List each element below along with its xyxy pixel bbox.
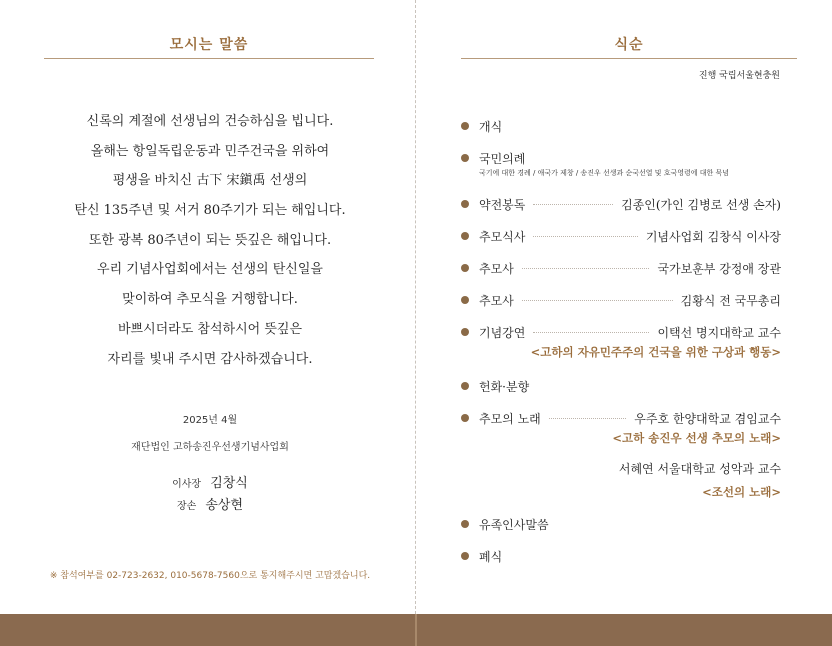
letter-date: 2025년 4월 [182, 415, 238, 426]
item-label: 추모의 노래 [479, 411, 541, 426]
item-label: 기념강연 [479, 325, 526, 340]
item-label: 추모사 [479, 293, 514, 308]
letter-line: 맞이하여 추모식을 거행합니다. [122, 292, 298, 308]
item-label: 헌화·분향 [479, 379, 530, 394]
bullet-icon [461, 328, 469, 336]
invitation-page [0, 0, 415, 614]
program-page [417, 0, 832, 614]
item-person: 이택선 명지대학교 교수 [657, 325, 781, 340]
item-label: 약전봉독 [479, 197, 526, 212]
item-label: 국민의례 [479, 151, 526, 166]
title-divider [44, 58, 374, 59]
bullet-icon [461, 232, 469, 240]
letter-line: 자리를 빛내 주시면 감사하겠습니다. [107, 351, 313, 367]
letter-line: 바쁘시더라도 참석하시어 뜻깊은 [117, 321, 303, 337]
signer-grandson [40, 494, 380, 513]
bullet-icon [461, 154, 469, 162]
bullet-icon [461, 264, 469, 272]
letter-line: 신록의 계절에 선생님의 건승하심을 빕니다. [86, 114, 334, 129]
item-label: 추모사 [479, 261, 514, 276]
invitation-title: 모시는 말씀 [169, 37, 249, 53]
item-person: 기념사업회 김창식 이사장 [645, 229, 781, 244]
bullet-icon [461, 296, 469, 304]
rsvp-note: ※ 참석여부를 02-723-2632, 010-5678-7560으로 통지해주시면 고맙겠습니다. [49, 571, 371, 581]
lecture-title: <고하의 자유민주주의 건국을 위한 구상과 행동> [530, 345, 781, 359]
item-person: 김종인(가인 김병로 선생 손자) [621, 197, 781, 212]
title-divider [461, 58, 797, 59]
fold-line [415, 0, 416, 614]
bullet-icon [461, 382, 469, 390]
song-title: <고하 송진우 선생 추모의 노래> [612, 431, 781, 445]
item-person: 우주호 한양대학교 겸임교수 [634, 411, 781, 426]
letter-line: 또한 광복 80주년이 되는 뜻깊은 해입니다. [88, 232, 332, 248]
dotted-leader [533, 332, 649, 333]
signer-chairman [40, 472, 380, 491]
signer-role: 이사장 [172, 479, 202, 490]
song-title: <조선의 노래> [702, 485, 781, 499]
signer-role: 장손 [176, 501, 197, 512]
item-label: 개식 [479, 119, 503, 134]
item-person: 국가보훈부 강정애 장관 [657, 261, 781, 276]
letter-line: 탄신 135주년 및 서거 80주기가 되는 해입니다. [74, 203, 346, 219]
item-label: 폐식 [479, 549, 503, 564]
invitation-letter [40, 112, 380, 379]
letter-line: 평생을 바치신 古下 宋鎭禹 선생의 [112, 173, 308, 189]
program-title: 식순 [614, 37, 644, 53]
item-person: 김황식 전 국무총리 [680, 293, 781, 308]
item-label: 유족인사말씀 [479, 517, 549, 532]
letter-line: 올해는 항일독립운동과 민주건국을 위하여 [90, 143, 330, 159]
dotted-leader [522, 300, 673, 301]
item-person: 서혜연 서울대학교 성악과 교수 [618, 462, 781, 476]
dotted-leader [533, 204, 613, 205]
host-info: 진행 국립서울현충원 [698, 71, 780, 81]
bullet-icon [461, 520, 469, 528]
bullet-icon [461, 122, 469, 130]
item-note: 국기에 대한 경례 / 애국가 제창 / 송진우 선생과 순국선열 및 호국영령에 대한 묵념 [479, 169, 730, 177]
item-label: 추모식사 [479, 229, 526, 244]
dotted-leader [522, 268, 650, 269]
letter-line: 우리 기념사업회에서는 선생의 탄신일을 [97, 262, 323, 278]
signer-name: 김창식 [210, 476, 248, 491]
dotted-leader [549, 418, 626, 419]
footer-fold [415, 614, 417, 646]
signer-name: 송상현 [205, 498, 244, 513]
bullet-icon [461, 414, 469, 422]
dotted-leader [533, 236, 637, 237]
bullet-icon [461, 200, 469, 208]
bullet-icon [461, 552, 469, 560]
organization-name: 재단법인 고하송진우선생기념사업회 [131, 442, 289, 453]
